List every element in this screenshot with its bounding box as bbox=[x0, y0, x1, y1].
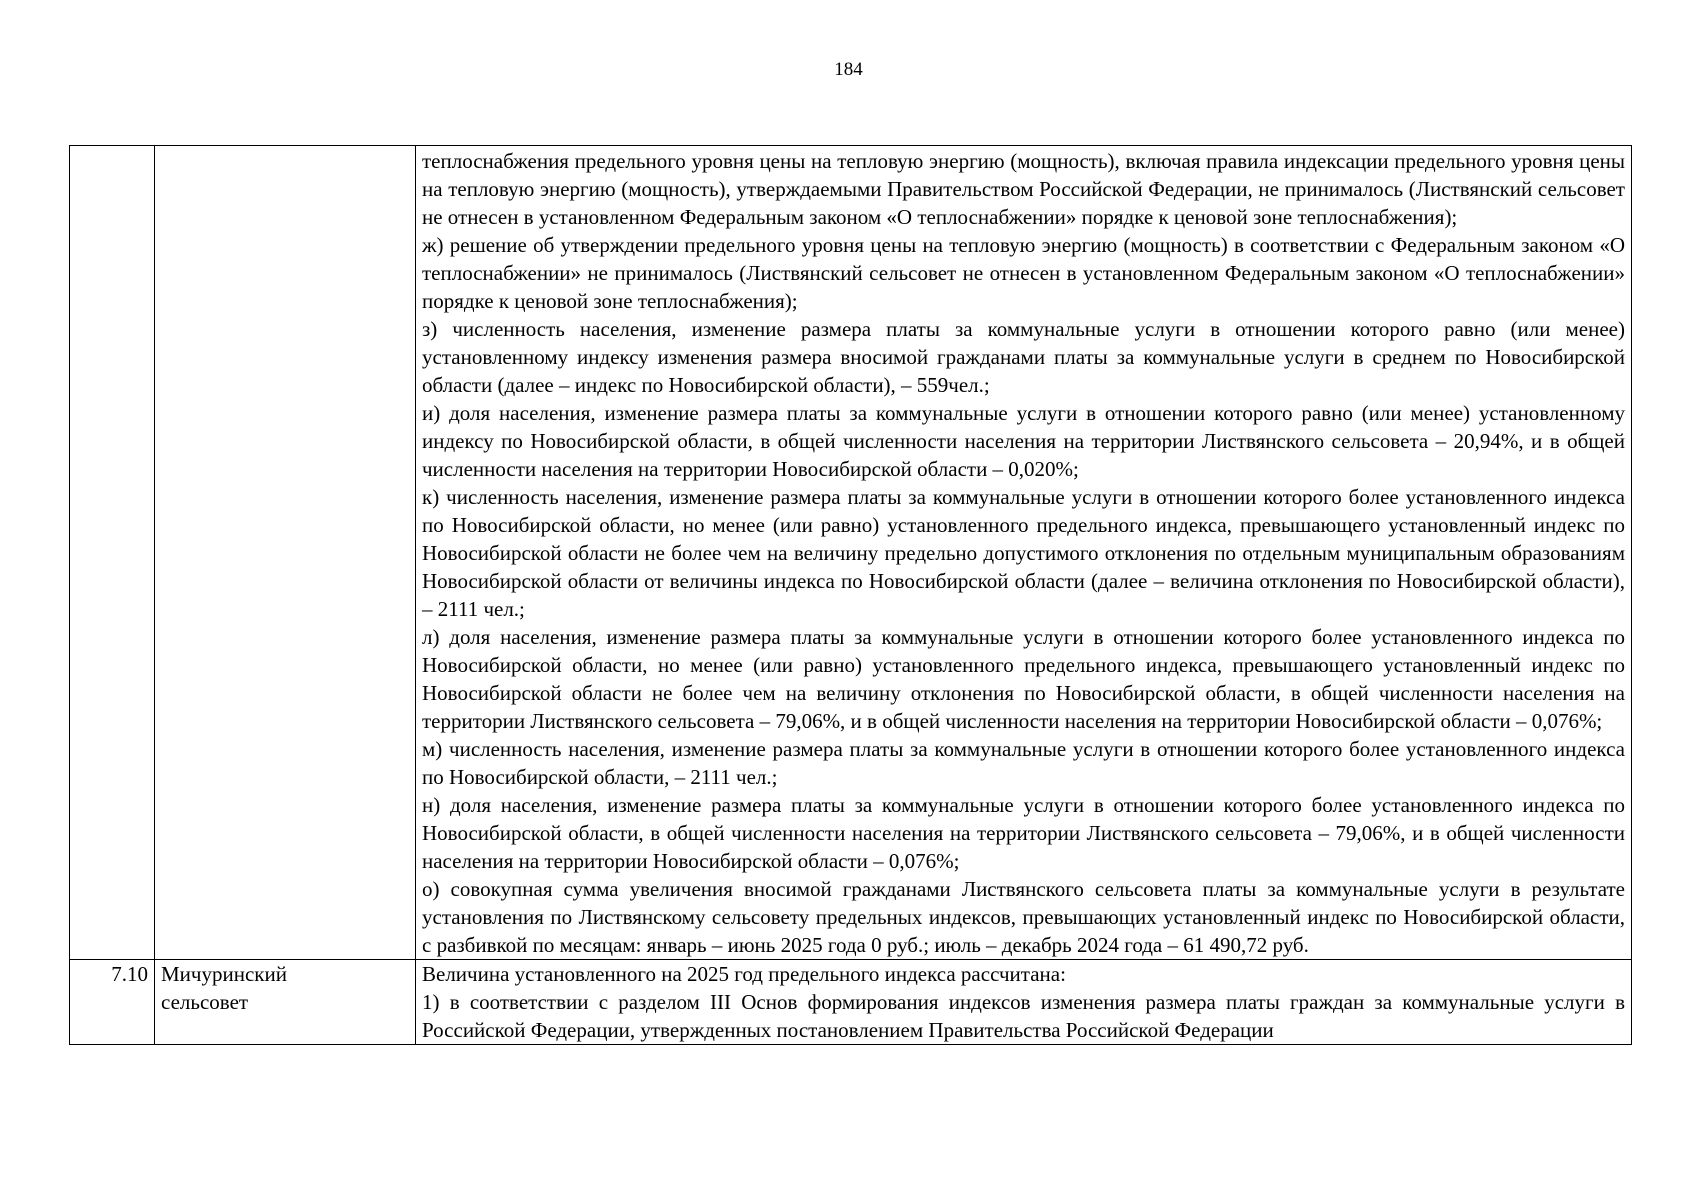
description-cell bbox=[416, 960, 1632, 1045]
paragraph-i: и) доля населения, изменение размера платы за коммунальные услуги в отношении которого равно (или менее) установленному индексу по Новосибирской области, в общей численности населения на территории Листвянского сельсовета – 20,94%, и в общей численности населения на территории Новосибирской области – 0,020%; bbox=[422, 401, 1625, 481]
paragraph: теплоснабжения предельного уровня цены на тепловую энергию (мощность), включая правила индексации предельного уровня цены на тепловую энергию (мощность), утверждаемыми Правительством Российской Федерации, не принималось (Листвянский сельсовет не отнесен в установленном Федеральным законом «О теплоснабжении» порядке к ценовой зоне теплоснабжения); bbox=[422, 149, 1625, 229]
paragraph-o: о) совокупная сумма увеличения вносимой гражданами Листвянского сельсовета платы за коммунальные услуги в результате установления по Листвянскому сельсовету предельных индексов, превышающих установленный индекс по Новосибирской области, с разбивкой по месяцам: январь – июнь 2025 года 0 руб.; июль – декабрь 2024 года – 61 490,72 руб. bbox=[422, 877, 1625, 957]
municipality-index-table bbox=[69, 145, 1632, 1045]
description-cell bbox=[416, 146, 1632, 960]
paragraph-l: л) доля населения, изменение размера платы за коммунальные услуги в отношении которого более установленного индекса по Новосибирской области, но менее (или равно) установленного предельного индекса, превышающего установленный индекс по Новосибирской области не более чем на величину отклонения по Новосибирской области, в общей численности населения на территории Листвянского сельсовета – 79,06%, и в общей численности населения на территории Новосибирской области – 0,076%; bbox=[422, 625, 1625, 733]
paragraph-z: з) численность населения, изменение размера платы за коммунальные услуги в отношении которого равно (или менее) установленному индексу изменения размера вносимой гражданами платы за коммунальные услуги в среднем по Новосибирской области (далее – индекс по Новосибирской области), – 559чел.; bbox=[422, 317, 1625, 397]
municipality-name-cell bbox=[155, 146, 416, 960]
paragraph-intro: Величина установленного на 2025 год предельного индекса рассчитана: bbox=[422, 962, 1066, 986]
row-number-cell bbox=[70, 146, 155, 960]
municipality-name-line: сельсовет bbox=[161, 990, 249, 1014]
page-number: 184 bbox=[834, 59, 863, 80]
table-row bbox=[70, 146, 1632, 960]
paragraph-zh: ж) решение об утверждении предельного уровня цены на тепловую энергию (мощность) в соответствии с Федеральным законом «О теплоснабжении» не принималось (Листвянский сельсовет не отнесен в установленном Федеральным законом «О теплоснабжении» порядке к ценовой зоне теплоснабжения); bbox=[422, 233, 1625, 313]
paragraph-k: к) численность населения, изменение размера платы за коммунальные услуги в отношении которого более установленного индекса по Новосибирской области, но менее (или равно) установленного предельного индекса, превышающего установленный индекс по Новосибирской области не более чем на величину предельно допустимого отклонения по отдельным муниципальным образованиям Новосибирской области от величины индекса по Новосибирской области (далее – величина отклонения по Новосибирской области), – 2111 чел.; bbox=[422, 485, 1625, 621]
paragraph-1: 1) в соответствии с разделом III Основ формирования индексов изменения размера платы граждан за коммунальные услуги в Российской Федерации, утвержденных постановлением Правительства Российской Федерации bbox=[422, 990, 1625, 1042]
municipality-name-cell bbox=[155, 960, 416, 1045]
table-row bbox=[70, 960, 1632, 1045]
row-number-cell: 7.10 bbox=[70, 960, 155, 1045]
paragraph-m: м) численность населения, изменение размера платы за коммунальные услуги в отношении которого более установленного индекса по Новосибирской области, – 2111 чел.; bbox=[422, 737, 1625, 789]
municipality-name-line: Мичуринский bbox=[161, 962, 287, 986]
paragraph-n: н) доля населения, изменение размера платы за коммунальные услуги в отношении которого более установленного индекса по Новосибирской области, в общей численности населения на территории Листвянского сельсовета – 79,06%, и в общей численности населения на территории Новосибирской области – 0,076%; bbox=[422, 793, 1625, 873]
